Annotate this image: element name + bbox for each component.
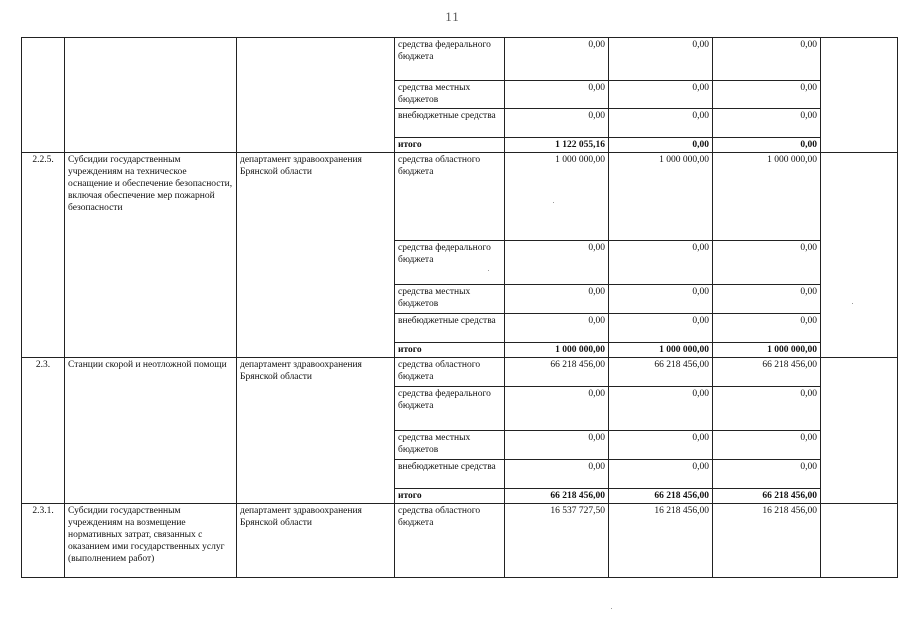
item-executor-cell: департамент здравоохранения Брянской области xyxy=(237,358,395,504)
value-cell: 0,00 xyxy=(713,241,821,285)
value-cell: 0,00 xyxy=(609,285,713,314)
value-cell: 0,00 xyxy=(505,81,609,109)
table-row xyxy=(22,38,898,81)
source-cell: внебюджетные средства xyxy=(395,460,505,489)
value-cell: 0,00 xyxy=(609,460,713,489)
value-cell: 16 218 456,00 xyxy=(609,504,713,578)
value-cell: 1 000 000,00 xyxy=(609,153,713,241)
source-cell: средства федерального бюджета xyxy=(395,387,505,431)
value-cell: 1 000 000,00 xyxy=(713,343,821,358)
value-cell: 0,00 xyxy=(609,109,713,138)
source-cell: средства местных бюджетов xyxy=(395,431,505,460)
source-cell: средства местных бюджетов xyxy=(395,285,505,314)
value-cell: 0,00 xyxy=(713,138,821,153)
source-cell: средства федерального бюджета xyxy=(395,241,505,285)
empty-cell xyxy=(821,153,898,358)
source-cell: итого xyxy=(395,138,505,153)
item-code-cell xyxy=(22,38,65,153)
scan-speck xyxy=(488,270,489,271)
value-cell: 0,00 xyxy=(609,81,713,109)
source-cell: средства областного бюджета xyxy=(395,358,505,387)
value-cell: 0,00 xyxy=(505,285,609,314)
value-cell: 0,00 xyxy=(609,38,713,81)
empty-cell xyxy=(821,38,898,153)
value-cell: 0,00 xyxy=(505,460,609,489)
value-cell: 0,00 xyxy=(505,241,609,285)
value-cell: 16 537 727,50 xyxy=(505,504,609,578)
value-cell: 0,00 xyxy=(505,314,609,343)
value-cell: 0,00 xyxy=(713,81,821,109)
value-cell: 0,00 xyxy=(713,109,821,138)
value-cell: 1 000 000,00 xyxy=(505,343,609,358)
value-cell: 0,00 xyxy=(713,285,821,314)
value-cell: 0,00 xyxy=(609,314,713,343)
source-cell: итого xyxy=(395,489,505,504)
value-cell: 0,00 xyxy=(505,387,609,431)
value-cell: 66 218 456,00 xyxy=(505,358,609,387)
value-cell: 1 000 000,00 xyxy=(609,343,713,358)
value-cell: 0,00 xyxy=(505,38,609,81)
value-cell: 0,00 xyxy=(609,241,713,285)
table-row xyxy=(22,504,898,578)
source-cell: итого xyxy=(395,343,505,358)
value-cell: 66 218 456,00 xyxy=(609,489,713,504)
source-cell: средства областного бюджета xyxy=(395,504,505,578)
scan-speck xyxy=(553,202,554,203)
page-number: 11 xyxy=(445,9,460,24)
value-cell: 0,00 xyxy=(713,460,821,489)
value-cell: 66 218 456,00 xyxy=(713,489,821,504)
item-name-cell: Субсидии государственным учреждениям на техническое оснащение и обеспечение безопасности, включая обеспечение мер пожарной безопасности xyxy=(65,153,237,358)
value-cell: 1 122 055,16 xyxy=(505,138,609,153)
table-row xyxy=(22,358,898,387)
value-cell: 1 000 000,00 xyxy=(505,153,609,241)
budget-table xyxy=(21,37,898,578)
value-cell: 66 218 456,00 xyxy=(505,489,609,504)
item-executor-cell xyxy=(237,38,395,153)
item-code-cell: 2.2.5. xyxy=(22,153,65,358)
value-cell: 1 000 000,00 xyxy=(713,153,821,241)
value-cell: 66 218 456,00 xyxy=(609,358,713,387)
scan-speck xyxy=(852,303,853,304)
value-cell: 0,00 xyxy=(713,38,821,81)
item-code-cell: 2.3. xyxy=(22,358,65,504)
scan-speck xyxy=(611,608,612,609)
item-code-cell: 2.3.1. xyxy=(22,504,65,578)
item-executor-cell: департамент здравоохранения Брянской области xyxy=(237,153,395,358)
source-cell: внебюджетные средства xyxy=(395,314,505,343)
value-cell: 0,00 xyxy=(713,314,821,343)
empty-cell xyxy=(821,504,898,578)
value-cell: 16 218 456,00 xyxy=(713,504,821,578)
table-row xyxy=(22,153,898,241)
value-cell: 0,00 xyxy=(505,109,609,138)
item-name-cell: Субсидии государственным учреждениям на возмещение нормативных затрат, связанных с оказанием ими государственных услуг (выполнением работ) xyxy=(65,504,237,578)
source-cell: средства местных бюджетов xyxy=(395,81,505,109)
item-executor-cell: департамент здравоохранения Брянской области xyxy=(237,504,395,578)
source-cell: внебюджетные средства xyxy=(395,109,505,138)
value-cell: 0,00 xyxy=(505,431,609,460)
source-cell: средства федерального бюджета xyxy=(395,38,505,81)
item-name-cell: Станции скорой и неотложной помощи xyxy=(65,358,237,504)
value-cell: 0,00 xyxy=(609,387,713,431)
value-cell: 0,00 xyxy=(713,431,821,460)
value-cell: 66 218 456,00 xyxy=(713,358,821,387)
empty-cell xyxy=(821,358,898,504)
value-cell: 0,00 xyxy=(609,138,713,153)
value-cell: 0,00 xyxy=(609,431,713,460)
source-cell: средства областного бюджета xyxy=(395,153,505,241)
item-name-cell xyxy=(65,38,237,153)
value-cell: 0,00 xyxy=(713,387,821,431)
